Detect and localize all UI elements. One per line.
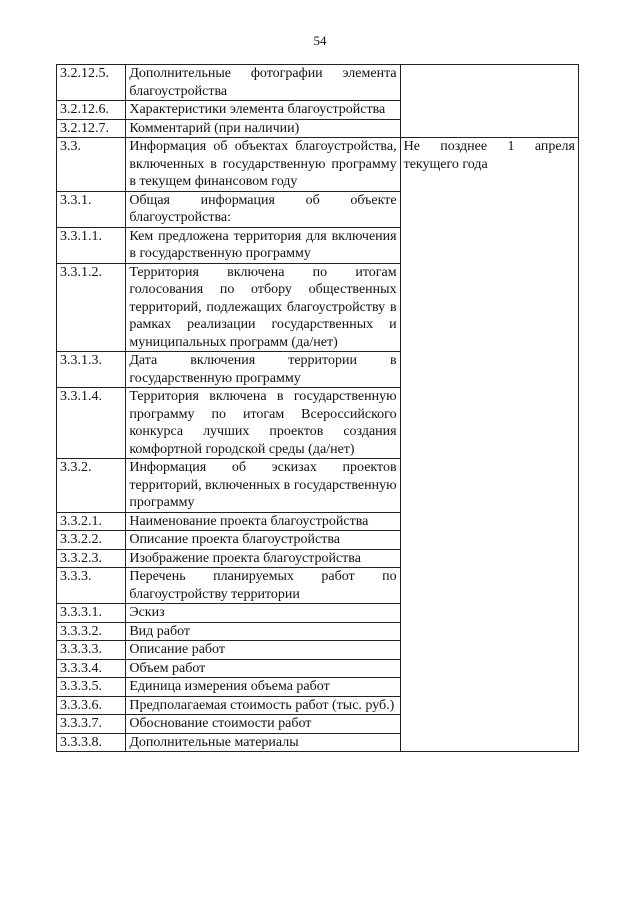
row-description: Предполагаемая стоимость работ (тыс. руб.): [126, 696, 400, 715]
row-description: Объем работ: [126, 659, 400, 678]
row-description: Комментарий (при наличии): [126, 119, 400, 138]
row-description: Перечень планируемых работ по благоустройству территории: [126, 568, 400, 604]
row-number: 3.3.3.: [57, 568, 126, 604]
table-row: [57, 65, 579, 101]
row-number: 3.3.: [57, 138, 126, 192]
row-number: 3.3.3.3.: [57, 641, 126, 660]
row-number: 3.3.3.8.: [57, 733, 126, 752]
row-description: Изображение проекта благоустройства: [126, 549, 400, 568]
row-number: 3.3.1.1.: [57, 227, 126, 263]
row-number: 3.3.3.2.: [57, 622, 126, 641]
row-number: 3.3.1.3.: [57, 352, 126, 388]
row-number: 3.2.12.6.: [57, 101, 126, 120]
row-description: Дата включения территории в государственную программу: [126, 352, 400, 388]
row-number: 3.2.12.5.: [57, 65, 126, 101]
table-row: [57, 138, 579, 192]
deadline-cell-empty: [400, 65, 578, 138]
row-number: 3.3.3.5.: [57, 678, 126, 697]
row-description: Эскиз: [126, 604, 400, 623]
row-number: 3.3.2.3.: [57, 549, 126, 568]
row-number: 3.3.3.4.: [57, 659, 126, 678]
row-description: Характеристики элемента благоустройства: [126, 101, 400, 120]
row-description: Обоснование стоимости работ: [126, 715, 400, 734]
row-description: Единица измерения объема работ: [126, 678, 400, 697]
row-description: Описание работ: [126, 641, 400, 660]
row-number: 3.3.2.1.: [57, 512, 126, 531]
row-description: Информация об объектах благоустройства, включенных в государственную программу в текущем финансовом году: [126, 138, 400, 192]
row-description: Описание проекта благоустройства: [126, 531, 400, 550]
row-number: 3.3.1.: [57, 191, 126, 227]
row-number: 3.3.3.7.: [57, 715, 126, 734]
row-number: 3.3.3.1.: [57, 604, 126, 623]
row-number: 3.3.2.: [57, 459, 126, 513]
row-description: Вид работ: [126, 622, 400, 641]
row-description: Информация об эскизах проектов территорий, включенных в государственную программу: [126, 459, 400, 513]
requirements-table: [56, 64, 579, 752]
row-description: Территория включена в государственную программу по итогам Всероссийского конкурса лучших проектов создания комфортной городской среды (да/нет): [126, 388, 400, 459]
row-number: 3.3.1.4.: [57, 388, 126, 459]
page-number: 54: [313, 33, 327, 48]
row-number: 3.3.3.6.: [57, 696, 126, 715]
row-number: 3.2.12.7.: [57, 119, 126, 138]
row-description: Дополнительные фотографии элемента благоустройства: [126, 65, 400, 101]
row-description: Кем предложена территория для включения в государственную программу: [126, 227, 400, 263]
row-number: 3.3.1.2.: [57, 263, 126, 352]
deadline-cell: [400, 138, 578, 752]
row-description: Дополнительные материалы: [126, 733, 400, 752]
row-description: Общая информация об объекте благоустройства:: [126, 191, 400, 227]
row-description: Наименование проекта благоустройства: [126, 512, 400, 531]
deadline-text: Не позднее 1 апреля текущего года: [403, 139, 575, 172]
row-description: Территория включена по итогам голосования по отбору общественных территорий, подлежащих благоустройству в рамках реализации государственных и муниципальных программ (да/нет): [126, 263, 400, 352]
row-number: 3.3.2.2.: [57, 531, 126, 550]
